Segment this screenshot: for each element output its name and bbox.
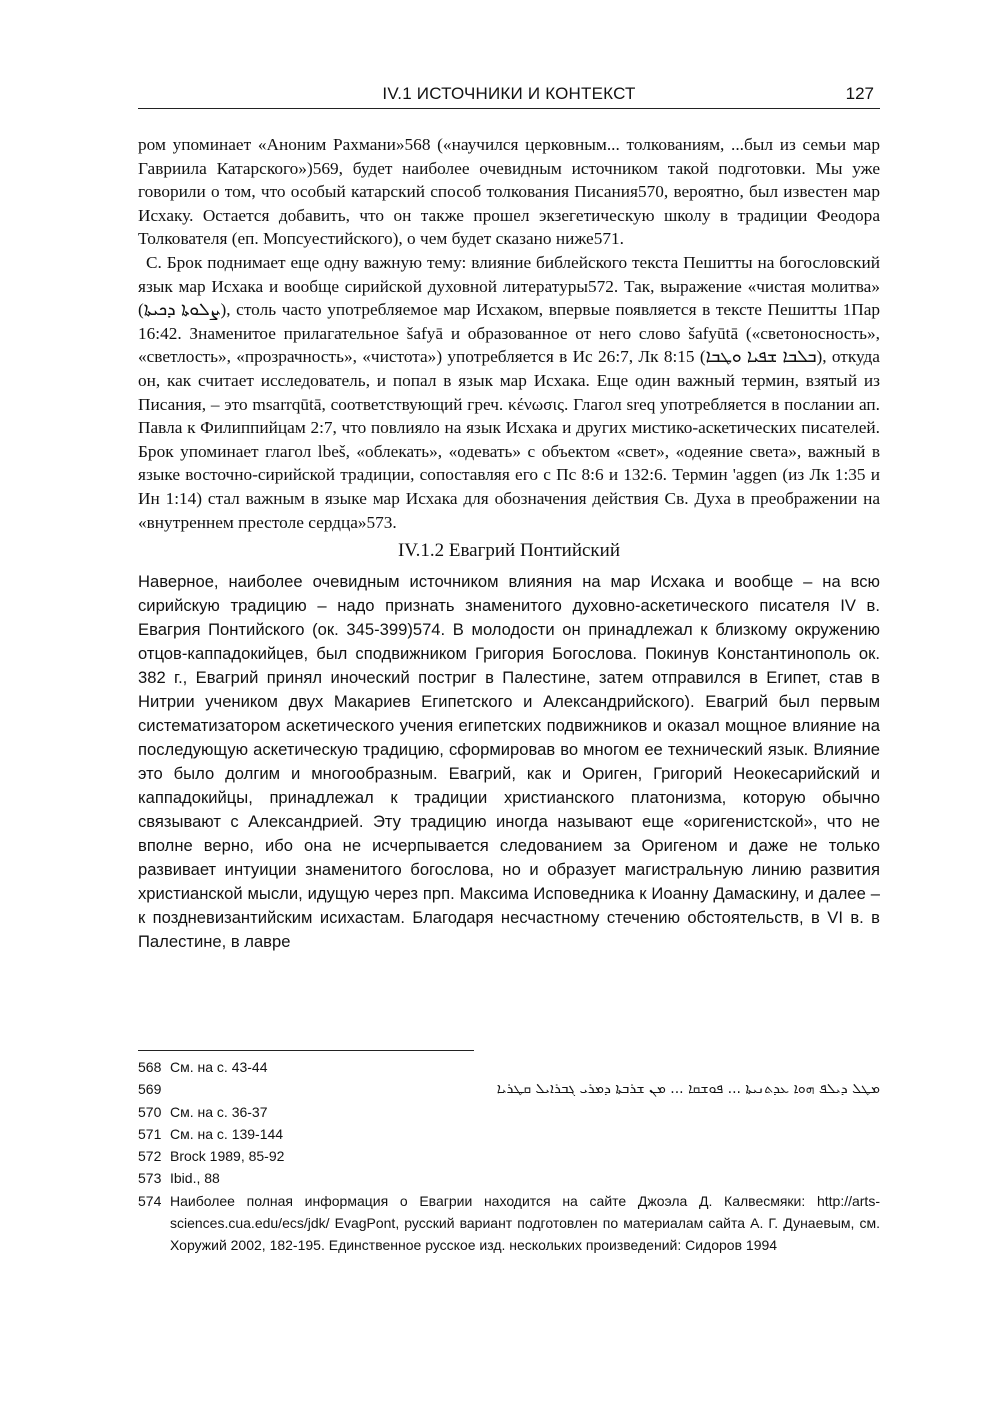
footnote-text: См. на с. 139-144 bbox=[170, 1125, 284, 1142]
paragraph-2: С. Брок поднимает еще одну важную тему: влияние библейского текста Пешитты на богословский язык мар Исхака и вообще сирийской духовной литературы572. Так, выражение «чистая молитва» (ܨܠܘܬܐ ܕܟܝܬܐ), столь часто употребляемое мар Исхаком, впервые появляется в тексте Пешитты 1Пар 16:42. Знаменитое прилагательное šafyā и образованное от него слово šafyūtā («светоносность», «светлость», «прозрачность», «чистота») употребляется в Ис 26:7, Лк 8:15 (ܒܠܒܐ ܫܦܝܐ ܘܛܒܐ), откуда он, как считает исследователь, и попал в язык мар Исхака. Еще один важный термин, взятый из Писания, – это msarrqūtā, соответствующий греч. κένωσις. Глагол sreq употребляется в послании ап. Павла к Филиппийцам 2:7, что повлияло на язык Исхака и других мистико-аскетических писателей. Брок упоминает глагол lbeš, «облекать», «одевать» с объектом «свет», «одеяние света», важный в языке восточно-сирийской традиции, сопоставляя его с Пс 8:6 и 132:6. Термин 'aggen (из Лк 1:35 и Ин 1:14) стал важным в языке мар Исхака для обозначения действия Св. Духа в преображении на «внутреннем престоле сердца»573. bbox=[138, 252, 881, 532]
footnote bbox=[138, 1167, 880, 1189]
footnote bbox=[138, 1056, 880, 1078]
footnote-rule bbox=[138, 1050, 474, 1051]
footnote-number: 571 bbox=[138, 1125, 162, 1142]
main-text bbox=[138, 133, 880, 954]
running-header bbox=[138, 84, 880, 110]
footnote-number: 572 bbox=[138, 1148, 162, 1165]
running-title: IV.1 ИСТОЧНИКИ И КОНТЕКСТ bbox=[382, 84, 636, 103]
footnote-number: 569 bbox=[138, 1081, 162, 1098]
footnote-text: См. на с. 43-44 bbox=[170, 1059, 268, 1075]
footnotes bbox=[138, 1056, 880, 1257]
footnote-text-syriac: ܡܛܠ ܕܝܠܦ ܗܘܐ ܥܕܬܢܝܬܐ ... ܦܘܫܩܐ ... ܡܢ ܫܪܒܬܐ ܕܡܪܝ ܓܒܪܐܝܠ ܩܛܪܝܐ bbox=[496, 1081, 880, 1098]
footnote-text: Ibid., 88 bbox=[170, 1170, 220, 1187]
footnote-number: 568 bbox=[138, 1059, 162, 1075]
paragraph-1: ром упоминает «Аноним Рахмани»568 («научился церковным... толкованиям, ...был из семьи мар Гавриила Катарского»)569, будет наиболее очевидным источником такой подготовки. Мы уже говорили о том, что особый катарский способ толкования Писания570, вероятно, был известен мар Исхаку. Остается добавить, что он также прошел экзегетическую школу в традиции Феодора Толкователя (еп. Мопсуестийского), о чем будет сказано ниже571. bbox=[138, 135, 880, 249]
footnote bbox=[138, 1123, 880, 1145]
section-heading: IV.1.2 Евагрий Понтийский bbox=[397, 540, 621, 562]
footnote bbox=[138, 1190, 880, 1257]
footnote-number: 574 bbox=[138, 1192, 162, 1209]
paragraph-evagrius: Наверное, наиболее очевидным источником влияния на мар Исхака и вообще – на всю сирийскую традицию – надо признать знаменитого духовно-аскетического писателя IV в. Евагрия Понтийского (ок. 345-399)574. В молодости он принадлежал к близкому окружению отцов-каппадокийцев, был сподвижником Григория Богослова. Покинув Константинополь ок. 382 г., Евагрий принял иноческий постриг в Палестине, затем отправился в Египет, став в Нитрии учеником двух Макариев Египетского и Александрийского). Евагрий был первым систематизатором аскетического учения египетских подвижников и оказал мощное влияние на последующую аскетическую традицию, сформировав во многом ее технический язык. Влияние это было долгим и многообразным. Евагрий, как и Ориген, Григорий Неокесарийский и каппадокийцы, принадлежал к традиции христианского платонизма, которую обычно связывают с Александрией. Эту традицию иногда называют еще «оригенистской», что не вполне верно, ибо она не исчерпывается следованием за Оригеном и даже не только развивает интуиции знаменитого богослова, но и образует магистральную линию развития христианской мысли, идущую через прп. Максима Исповедника к Иоанну Дамаскину, и далее – к поздневизантийским исихастам. Благодаря несчастному стечению обстоятельств, в VI в. в Палестине, в лавре bbox=[138, 572, 880, 952]
footnote bbox=[138, 1145, 880, 1167]
footnote bbox=[138, 1078, 880, 1100]
footnote-number: 570 bbox=[138, 1103, 162, 1120]
footnote bbox=[138, 1101, 880, 1123]
footnote-text: Brock 1989, 85-92 bbox=[170, 1148, 285, 1165]
header-rule bbox=[138, 108, 880, 109]
page-number: 127 bbox=[845, 84, 874, 103]
footnote-text: Наиболее полная информация о Евагрии находится на сайте Джоэла Д. Калвесмяки: http://arts-sciences.cua.edu/ecs/jdk/ EvagPont, русский вариант подготовлен по материалам сайта А. Г. Дунаевым, см. Хоружий 2002, 182-195. Единственное русское изд. нескольких произведений: Сидоров 1994 bbox=[170, 1192, 880, 1254]
footnote-text: См. на с. 36-37 bbox=[170, 1103, 268, 1120]
footnote-number: 573 bbox=[138, 1170, 162, 1187]
